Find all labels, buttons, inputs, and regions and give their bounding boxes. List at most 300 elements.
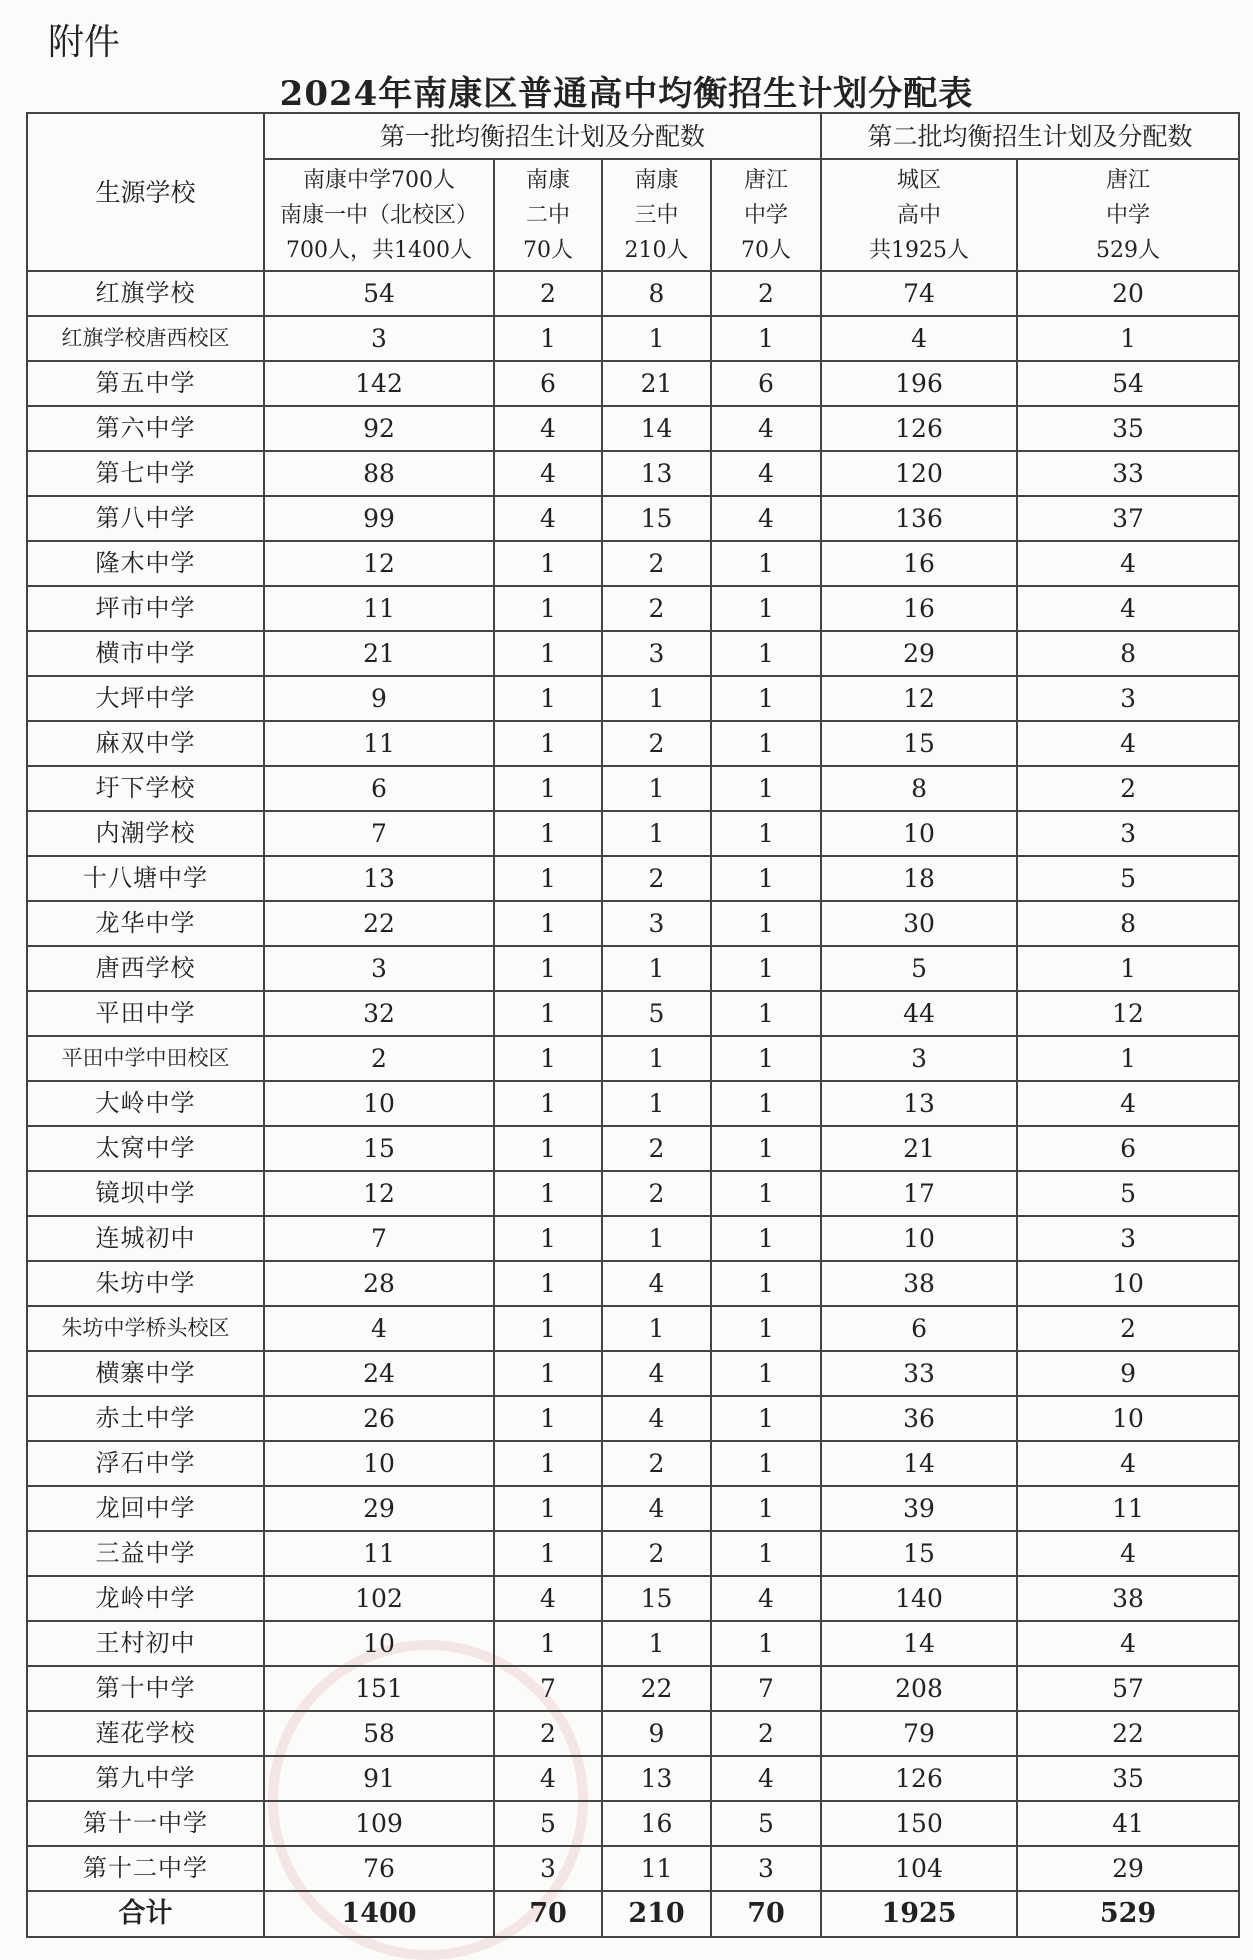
quota-cell: 1 (711, 541, 821, 586)
quota-cell: 99 (264, 496, 494, 541)
quota-cell: 1 (711, 1351, 821, 1396)
quota-cell: 1 (711, 946, 821, 991)
quota-cell: 151 (264, 1666, 494, 1711)
header-line: 三中 (634, 202, 679, 228)
quota-cell: 14 (821, 1621, 1017, 1666)
quota-cell: 13 (821, 1081, 1017, 1126)
quota-cell: 3 (821, 1036, 1017, 1081)
quota-cell: 2 (494, 1711, 602, 1756)
header-line: 529人 (1096, 237, 1161, 263)
quota-cell: 1 (602, 676, 711, 721)
quota-cell: 33 (821, 1351, 1017, 1396)
table-row (27, 1351, 1239, 1396)
total-cell: 70 (711, 1891, 821, 1937)
school-name-cell: 横市中学 (27, 631, 264, 676)
header-col-urban-high (821, 159, 1017, 271)
quota-cell: 7 (711, 1666, 821, 1711)
quota-cell: 3 (602, 631, 711, 676)
quota-cell: 4 (1017, 541, 1239, 586)
quota-cell: 142 (264, 361, 494, 406)
quota-cell: 21 (602, 361, 711, 406)
quota-cell: 15 (821, 721, 1017, 766)
quota-cell: 1 (602, 766, 711, 811)
table-row (27, 586, 1239, 631)
quota-cell: 1 (1017, 946, 1239, 991)
quota-cell: 1 (602, 1216, 711, 1261)
table-row (27, 1126, 1239, 1171)
quota-cell: 13 (602, 451, 711, 496)
quota-cell: 4 (602, 1351, 711, 1396)
total-cell: 1925 (821, 1891, 1017, 1937)
quota-cell: 91 (264, 1756, 494, 1801)
school-name-cell: 赤土中学 (27, 1396, 264, 1441)
quota-cell: 22 (1017, 1711, 1239, 1756)
quota-cell: 1 (711, 1396, 821, 1441)
quota-cell: 126 (821, 406, 1017, 451)
quota-cell: 1 (711, 1036, 821, 1081)
table-row (27, 1441, 1239, 1486)
quota-cell: 1 (711, 1126, 821, 1171)
quota-cell: 1 (711, 811, 821, 856)
quota-cell: 8 (821, 766, 1017, 811)
quota-cell: 29 (821, 631, 1017, 676)
quota-cell: 1 (711, 721, 821, 766)
header-line: 南康 (525, 167, 570, 193)
table-row (27, 1621, 1239, 1666)
quota-cell: 79 (821, 1711, 1017, 1756)
header-col-nankang-3 (602, 159, 711, 271)
quota-cell: 10 (1017, 1396, 1239, 1441)
quota-cell: 35 (1017, 406, 1239, 451)
quota-cell: 11 (264, 721, 494, 766)
quota-cell: 2 (711, 271, 821, 316)
quota-cell: 4 (711, 496, 821, 541)
table-row (27, 766, 1239, 811)
quota-cell: 1 (494, 1171, 602, 1216)
table-row (27, 901, 1239, 946)
school-name-cell: 麻双中学 (27, 721, 264, 766)
total-cell: 70 (494, 1891, 602, 1937)
quota-cell: 1 (494, 856, 602, 901)
quota-cell: 6 (1017, 1126, 1239, 1171)
header-line: 中学 (1106, 202, 1151, 228)
quota-cell: 1 (494, 316, 602, 361)
quota-cell: 1 (494, 766, 602, 811)
quota-cell: 8 (1017, 901, 1239, 946)
school-name-cell: 朱坊中学 (27, 1261, 264, 1306)
quota-cell: 16 (821, 586, 1017, 631)
header-source-school: 生源学校 (27, 113, 264, 271)
quota-cell: 102 (264, 1576, 494, 1621)
quota-cell: 1 (494, 811, 602, 856)
school-name-cell: 平田中学中田校区 (27, 1036, 264, 1081)
quota-cell: 1 (494, 1306, 602, 1351)
table-row (27, 361, 1239, 406)
quota-cell: 1 (494, 541, 602, 586)
table-row (27, 1306, 1239, 1351)
quota-cell: 5 (602, 991, 711, 1036)
table-row (27, 1261, 1239, 1306)
quota-cell: 32 (264, 991, 494, 1036)
quota-cell: 4 (602, 1486, 711, 1531)
quota-cell: 10 (821, 1216, 1017, 1261)
table-row (27, 1846, 1239, 1891)
school-name-cell: 第八中学 (27, 496, 264, 541)
quota-cell: 10 (1017, 1261, 1239, 1306)
quota-cell: 1 (711, 1261, 821, 1306)
school-name-cell: 平田中学 (27, 991, 264, 1036)
table-row (27, 1396, 1239, 1441)
quota-cell: 21 (821, 1126, 1017, 1171)
header-line: 210人 (624, 237, 689, 263)
quota-cell: 20 (1017, 271, 1239, 316)
quota-cell: 15 (821, 1531, 1017, 1576)
quota-cell: 1 (494, 1621, 602, 1666)
school-name-cell: 第十中学 (27, 1666, 264, 1711)
quota-cell: 3 (264, 946, 494, 991)
quota-cell: 7 (494, 1666, 602, 1711)
quota-cell: 4 (602, 1396, 711, 1441)
quota-cell: 1 (494, 1036, 602, 1081)
quota-cell: 2 (602, 1531, 711, 1576)
quota-cell: 8 (1017, 631, 1239, 676)
quota-cell: 10 (821, 811, 1017, 856)
table-row (27, 1711, 1239, 1756)
quota-cell: 1 (494, 676, 602, 721)
total-cell: 529 (1017, 1891, 1239, 1937)
quota-cell: 37 (1017, 496, 1239, 541)
quota-cell: 29 (1017, 1846, 1239, 1891)
quota-cell: 2 (494, 271, 602, 316)
quota-cell: 12 (1017, 991, 1239, 1036)
quota-cell: 54 (264, 271, 494, 316)
quota-cell: 10 (264, 1081, 494, 1126)
quota-cell: 2 (602, 1126, 711, 1171)
table-row (27, 271, 1239, 316)
quota-cell: 4 (602, 1261, 711, 1306)
school-name-cell: 大坪中学 (27, 676, 264, 721)
school-name-cell: 内潮学校 (27, 811, 264, 856)
quota-cell: 15 (264, 1126, 494, 1171)
quota-cell: 11 (264, 586, 494, 631)
header-col-tangjiang-batch1 (711, 159, 821, 271)
quota-cell: 21 (264, 631, 494, 676)
quota-cell: 4 (494, 496, 602, 541)
quota-cell: 104 (821, 1846, 1017, 1891)
quota-cell: 11 (1017, 1486, 1239, 1531)
school-name-cell: 太窝中学 (27, 1126, 264, 1171)
quota-cell: 10 (264, 1441, 494, 1486)
quota-cell: 22 (602, 1666, 711, 1711)
quota-cell: 1 (602, 1081, 711, 1126)
quota-cell: 3 (1017, 1216, 1239, 1261)
header-line: 700人，共1400人 (286, 237, 472, 263)
table-row (27, 1666, 1239, 1711)
quota-cell: 1 (711, 766, 821, 811)
quota-cell: 4 (711, 451, 821, 496)
header-line: 唐江 (1106, 167, 1151, 193)
table-row (27, 1576, 1239, 1621)
quota-cell: 4 (1017, 1081, 1239, 1126)
quota-cell: 6 (494, 361, 602, 406)
quota-cell: 2 (264, 1036, 494, 1081)
quota-cell: 38 (1017, 1576, 1239, 1621)
quota-cell: 9 (264, 676, 494, 721)
quota-cell: 22 (264, 901, 494, 946)
table-row (27, 721, 1239, 766)
quota-cell: 1 (494, 1486, 602, 1531)
school-name-cell: 坪市中学 (27, 586, 264, 631)
quota-cell: 11 (602, 1846, 711, 1891)
quota-cell: 120 (821, 451, 1017, 496)
quota-cell: 30 (821, 901, 1017, 946)
quota-cell: 74 (821, 271, 1017, 316)
quota-cell: 36 (821, 1396, 1017, 1441)
quota-cell: 1 (494, 1126, 602, 1171)
quota-cell: 1 (711, 631, 821, 676)
document-title: 2024年南康区普通高中均衡招生计划分配表 (279, 74, 974, 114)
quota-cell: 6 (821, 1306, 1017, 1351)
quota-cell: 1 (602, 1621, 711, 1666)
quota-cell: 1 (711, 901, 821, 946)
header-batch2: 第二批均衡招生计划及分配数 (821, 113, 1239, 159)
school-name-cell: 龙回中学 (27, 1486, 264, 1531)
quota-cell: 1 (494, 1261, 602, 1306)
quota-cell: 1 (711, 1171, 821, 1216)
quota-cell: 1 (494, 1216, 602, 1261)
quota-cell: 1 (711, 1216, 821, 1261)
table-row (27, 1216, 1239, 1261)
quota-cell: 6 (264, 766, 494, 811)
school-name-cell: 第六中学 (27, 406, 264, 451)
quota-cell: 1 (494, 721, 602, 766)
quota-cell: 4 (494, 406, 602, 451)
quota-cell: 1 (711, 1081, 821, 1126)
table-row (27, 451, 1239, 496)
quota-cell: 1 (711, 1621, 821, 1666)
quota-cell: 4 (494, 1576, 602, 1621)
quota-cell: 10 (264, 1621, 494, 1666)
quota-cell: 4 (711, 406, 821, 451)
quota-cell: 4 (711, 1756, 821, 1801)
school-name-cell: 莲花学校 (27, 1711, 264, 1756)
school-name-cell: 红旗学校唐西校区 (27, 316, 264, 361)
table-row (27, 1801, 1239, 1846)
quota-cell: 1 (494, 586, 602, 631)
table-row (27, 1036, 1239, 1081)
quota-cell: 4 (1017, 721, 1239, 766)
quota-cell: 6 (711, 361, 821, 406)
quota-cell: 4 (264, 1306, 494, 1351)
quota-cell: 29 (264, 1486, 494, 1531)
quota-cell: 1 (711, 1306, 821, 1351)
quota-cell: 12 (264, 541, 494, 586)
quota-cell: 2 (1017, 1306, 1239, 1351)
table-row (27, 1531, 1239, 1576)
quota-cell: 2 (602, 1441, 711, 1486)
quota-cell: 9 (1017, 1351, 1239, 1396)
quota-cell: 208 (821, 1666, 1017, 1711)
quota-cell: 76 (264, 1846, 494, 1891)
quota-cell: 2 (602, 586, 711, 631)
header-batch1: 第一批均衡招生计划及分配数 (264, 113, 821, 159)
school-name-cell: 隆木中学 (27, 541, 264, 586)
quota-cell: 4 (494, 451, 602, 496)
school-name-cell: 大岭中学 (27, 1081, 264, 1126)
school-name-cell: 第十二中学 (27, 1846, 264, 1891)
quota-cell: 24 (264, 1351, 494, 1396)
quota-cell: 1 (494, 946, 602, 991)
quota-cell: 28 (264, 1261, 494, 1306)
quota-cell: 3 (264, 316, 494, 361)
header-line: 唐江 (744, 167, 789, 193)
quota-cell: 1 (494, 991, 602, 1036)
school-name-cell: 第五中学 (27, 361, 264, 406)
table-row (27, 316, 1239, 361)
quota-cell: 41 (1017, 1801, 1239, 1846)
quota-cell: 3 (602, 901, 711, 946)
quota-cell: 92 (264, 406, 494, 451)
quota-cell: 39 (821, 1486, 1017, 1531)
quota-cell: 2 (602, 721, 711, 766)
school-name-cell: 王村初中 (27, 1621, 264, 1666)
quota-cell: 58 (264, 1711, 494, 1756)
quota-cell: 13 (602, 1756, 711, 1801)
table-row (27, 991, 1239, 1036)
table-body (27, 271, 1239, 1891)
quota-cell: 3 (1017, 811, 1239, 856)
quota-cell: 2 (711, 1711, 821, 1756)
school-name-cell: 浮石中学 (27, 1441, 264, 1486)
quota-cell: 57 (1017, 1666, 1239, 1711)
quota-cell: 3 (711, 1846, 821, 1891)
school-name-cell: 第十一中学 (27, 1801, 264, 1846)
quota-cell: 15 (602, 496, 711, 541)
school-name-cell: 第七中学 (27, 451, 264, 496)
quota-cell: 1 (494, 1396, 602, 1441)
quota-cell: 5 (821, 946, 1017, 991)
quota-cell: 1 (494, 901, 602, 946)
table-row (27, 496, 1239, 541)
quota-cell: 35 (1017, 1756, 1239, 1801)
quota-cell: 1 (711, 991, 821, 1036)
quota-cell: 2 (1017, 766, 1239, 811)
quota-cell: 4 (1017, 1441, 1239, 1486)
quota-cell: 1 (711, 676, 821, 721)
table-row (27, 946, 1239, 991)
quota-cell: 5 (1017, 856, 1239, 901)
quota-cell: 7 (264, 1216, 494, 1261)
quota-cell: 196 (821, 361, 1017, 406)
table-row (27, 631, 1239, 676)
quota-cell: 5 (1017, 1171, 1239, 1216)
table-row (27, 541, 1239, 586)
school-name-cell: 连城初中 (27, 1216, 264, 1261)
school-name-cell: 圩下学校 (27, 766, 264, 811)
school-name-cell: 朱坊中学桥头校区 (27, 1306, 264, 1351)
header-line: 高中 (897, 202, 942, 228)
school-name-cell: 龙岭中学 (27, 1576, 264, 1621)
quota-cell: 1 (494, 631, 602, 676)
quota-cell: 17 (821, 1171, 1017, 1216)
quota-cell: 1 (602, 811, 711, 856)
quota-cell: 5 (494, 1801, 602, 1846)
quota-cell: 1 (711, 1486, 821, 1531)
allocation-table (26, 112, 1240, 1938)
header-line: 70人 (741, 237, 791, 263)
table-row (27, 856, 1239, 901)
quota-cell: 12 (821, 676, 1017, 721)
quota-cell: 1 (1017, 316, 1239, 361)
quota-cell: 1 (494, 1531, 602, 1576)
table-row (27, 811, 1239, 856)
quota-cell: 33 (1017, 451, 1239, 496)
attachment-label: 附件 (48, 22, 121, 63)
quota-cell: 4 (1017, 1621, 1239, 1666)
quota-cell: 150 (821, 1801, 1017, 1846)
quota-cell: 44 (821, 991, 1017, 1036)
quota-cell: 4 (494, 1756, 602, 1801)
quota-cell: 1 (711, 1441, 821, 1486)
quota-cell: 5 (711, 1801, 821, 1846)
quota-cell: 3 (1017, 676, 1239, 721)
quota-cell: 16 (821, 541, 1017, 586)
header-line: 南康一中（北校区） (279, 202, 478, 228)
school-name-cell: 唐西学校 (27, 946, 264, 991)
quota-cell: 1 (711, 856, 821, 901)
quota-cell: 9 (602, 1711, 711, 1756)
quota-cell: 2 (602, 1171, 711, 1216)
header-line: 南康中学700人 (303, 167, 455, 193)
quota-cell: 2 (602, 856, 711, 901)
quota-cell: 14 (821, 1441, 1017, 1486)
header-col-nankang-school (264, 159, 494, 271)
quota-cell: 1 (711, 1531, 821, 1576)
header-line: 二中 (525, 202, 570, 228)
header-line: 70人 (523, 237, 573, 263)
quota-cell: 4 (711, 1576, 821, 1621)
quota-cell: 12 (264, 1171, 494, 1216)
quota-cell: 1 (602, 1306, 711, 1351)
quota-cell: 88 (264, 451, 494, 496)
quota-cell: 1 (602, 316, 711, 361)
header-line: 中学 (744, 202, 789, 228)
quota-cell: 3 (494, 1846, 602, 1891)
school-name-cell: 第九中学 (27, 1756, 264, 1801)
table-row (27, 406, 1239, 451)
header-line: 共1925人 (869, 237, 970, 263)
quota-cell: 38 (821, 1261, 1017, 1306)
header-row-batches (27, 113, 1239, 159)
quota-cell: 1 (711, 316, 821, 361)
quota-cell: 26 (264, 1396, 494, 1441)
header-col-nankang-2 (494, 159, 602, 271)
school-name-cell: 十八塘中学 (27, 856, 264, 901)
quota-cell: 1 (711, 586, 821, 631)
quota-cell: 14 (602, 406, 711, 451)
quota-cell: 1 (1017, 1036, 1239, 1081)
quota-cell: 4 (1017, 1531, 1239, 1576)
quota-cell: 1 (494, 1441, 602, 1486)
quota-cell: 18 (821, 856, 1017, 901)
school-name-cell: 镜坝中学 (27, 1171, 264, 1216)
table-row (27, 676, 1239, 721)
quota-cell: 15 (602, 1576, 711, 1621)
quota-cell: 2 (602, 541, 711, 586)
quota-cell: 8 (602, 271, 711, 316)
quota-cell: 7 (264, 811, 494, 856)
quota-cell: 126 (821, 1756, 1017, 1801)
